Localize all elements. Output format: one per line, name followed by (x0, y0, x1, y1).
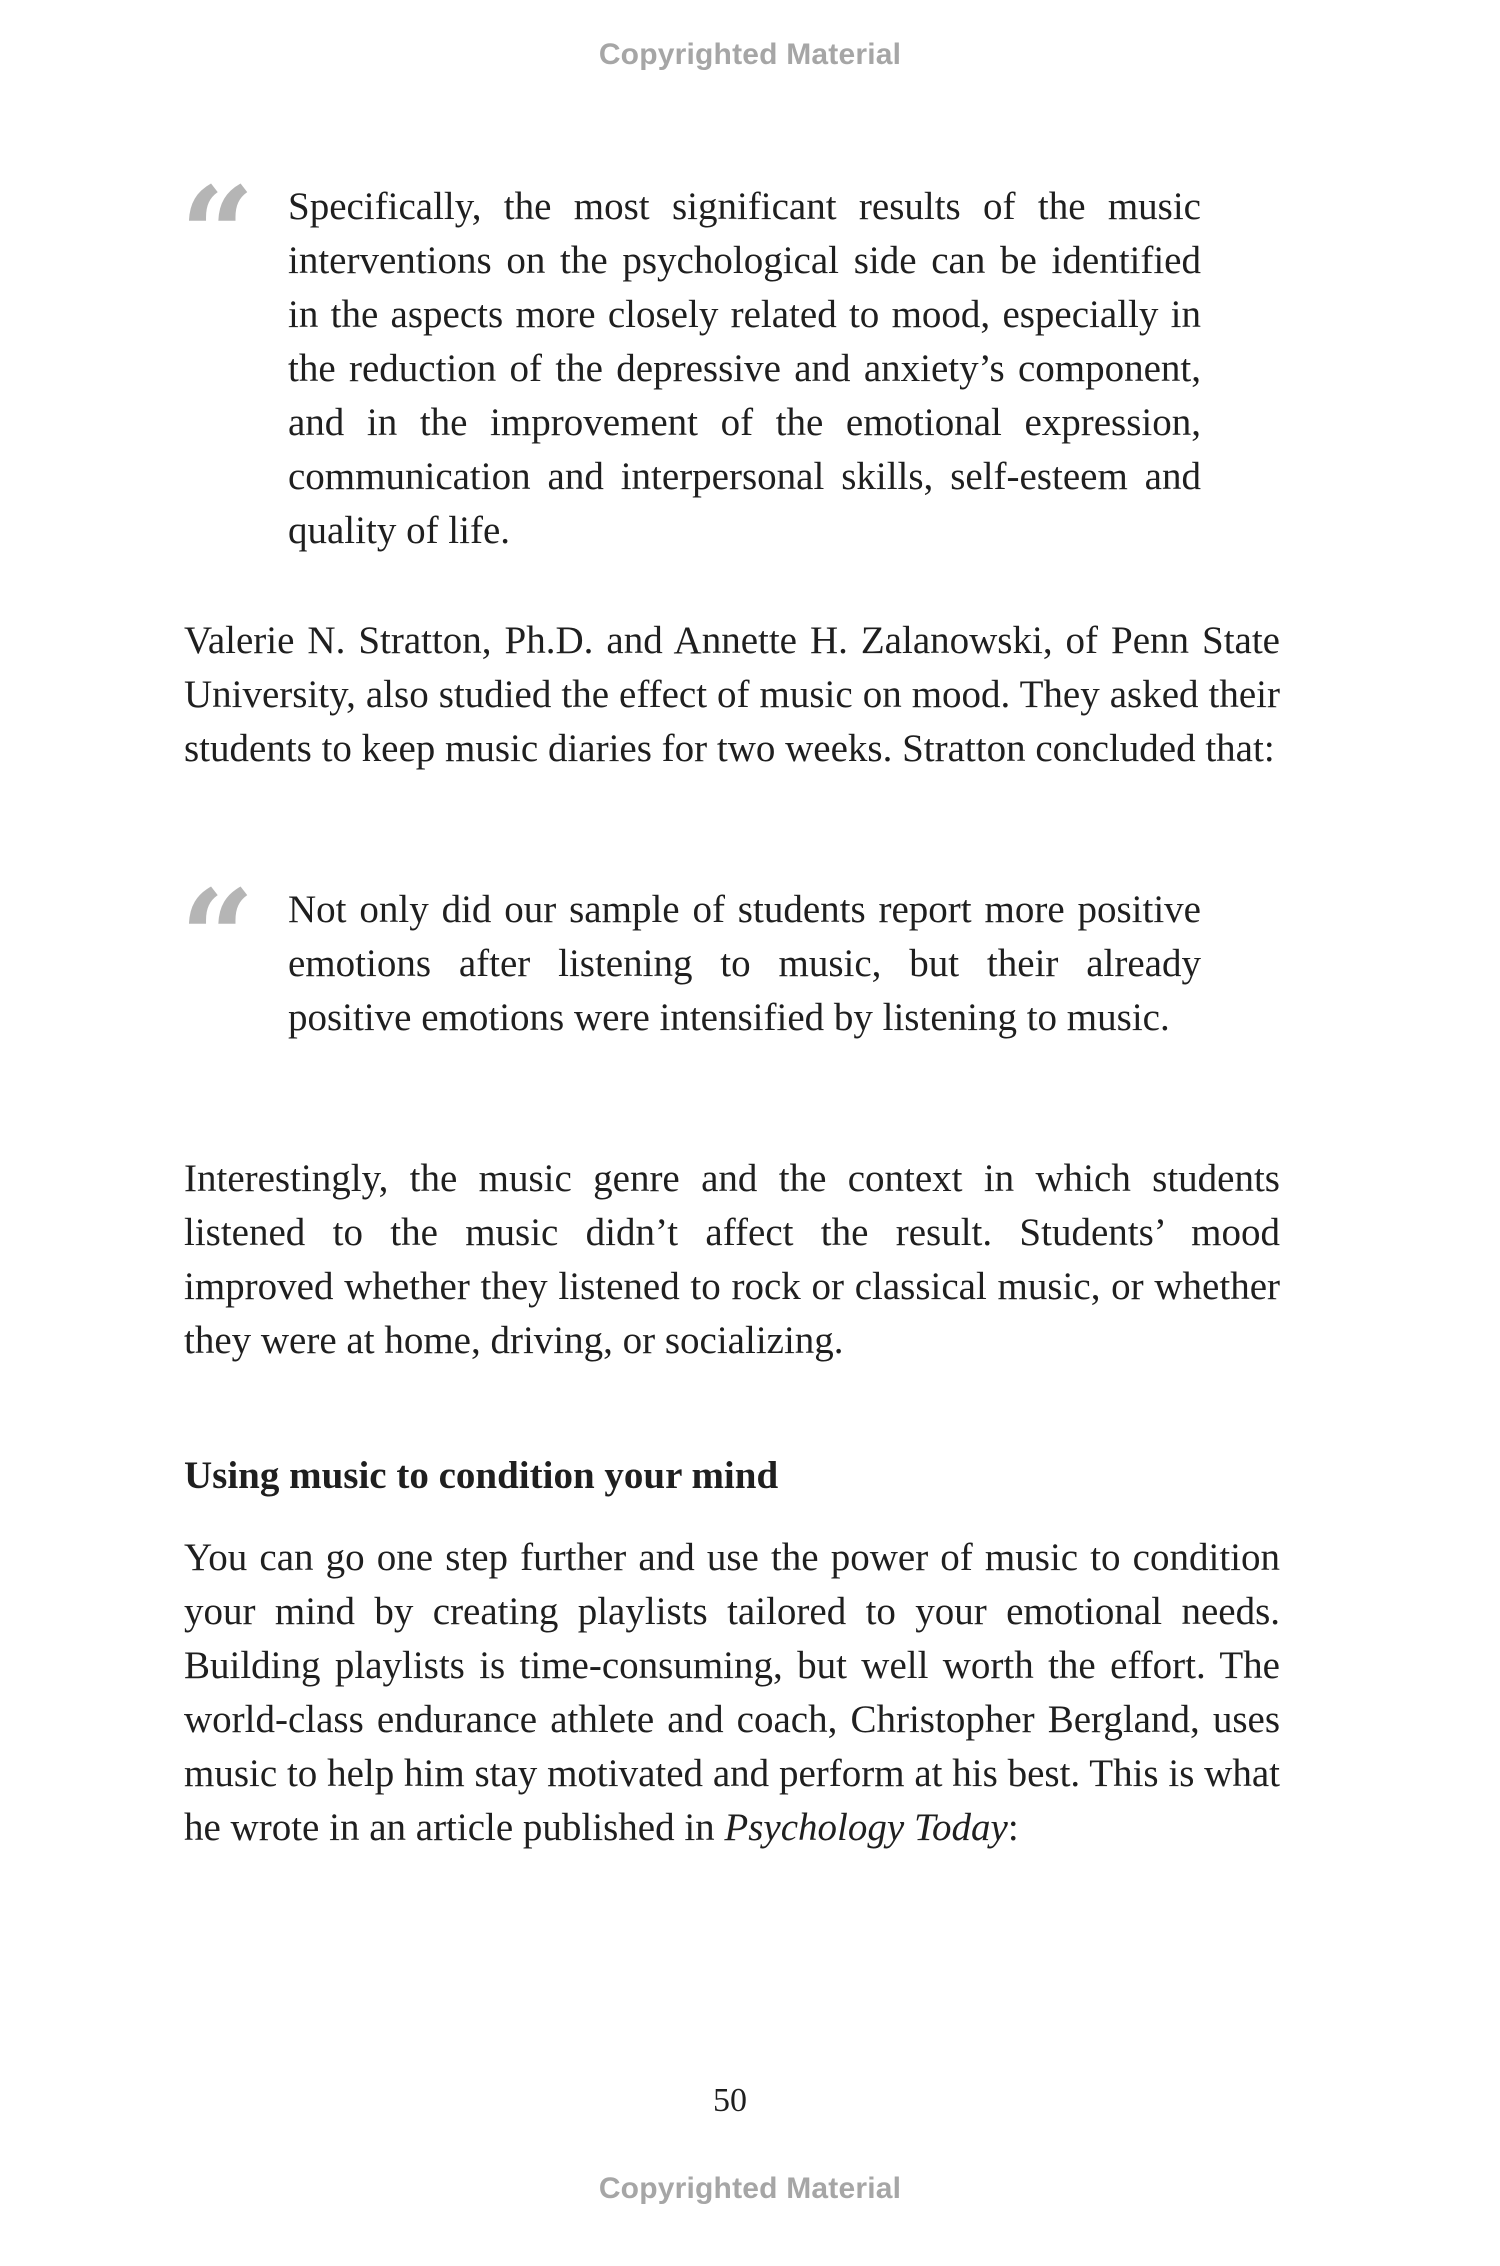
paragraph-condition-text: You can go one step further and use the power of music to condition your mind by creating playlists tailored to your emotional needs. Building playlists is time-consuming, but well worth the effort. The world-class endurance athlete and coach, Christopher Bergland, uses music to help him stay motivated and perform at his best. This is what he wrote in an article published in (184, 1536, 1280, 1849)
copyright-watermark-top: Copyrighted Material (598, 38, 902, 71)
paragraph-condition-end: : (1007, 1806, 1019, 1849)
quote-mark-icon: “ (180, 861, 255, 1014)
page-number: 50 (713, 2082, 747, 2119)
block-quote-2 (180, 861, 1250, 1045)
publication-title: Psychology Today (724, 1806, 1008, 1849)
paragraph-genre: Interestingly, the music genre and the context in which students listened to the music didn’t affect the result. Students’ mood improved whether they listened to rock or classical music, or whether they were at home, driving, or socializing. (184, 1157, 1280, 1362)
quote-text-1: Specifically, the most significant results of the music interventions on the psychological side can be identified in the aspects more closely related to mood, especially in the reduction of the depressive and anxiety’s component, and in the improvement of the emotional expression, communication and interpersonal skills, self-esteem and quality of life. (288, 185, 1201, 552)
section-heading: Using music to condition your mind (184, 1454, 779, 1497)
block-quote-1 (180, 158, 1250, 558)
quote-text-2: Not only did our sample of students report more positive emotions after listening to music, but their already positive emotions were intensified by listening to music. (288, 888, 1201, 1039)
paragraph-stratton: Valerie N. Stratton, Ph.D. and Annette H. Zalanowski, of Penn State University, also studied the effect of music on mood. They asked their students to keep music diaries for two weeks. Stratton concluded that: (184, 619, 1280, 770)
paragraph-condition-mind (184, 1531, 1280, 1855)
quote-mark-icon: “ (180, 158, 255, 311)
copyright-watermark-bottom: Copyrighted Material (598, 2172, 902, 2205)
